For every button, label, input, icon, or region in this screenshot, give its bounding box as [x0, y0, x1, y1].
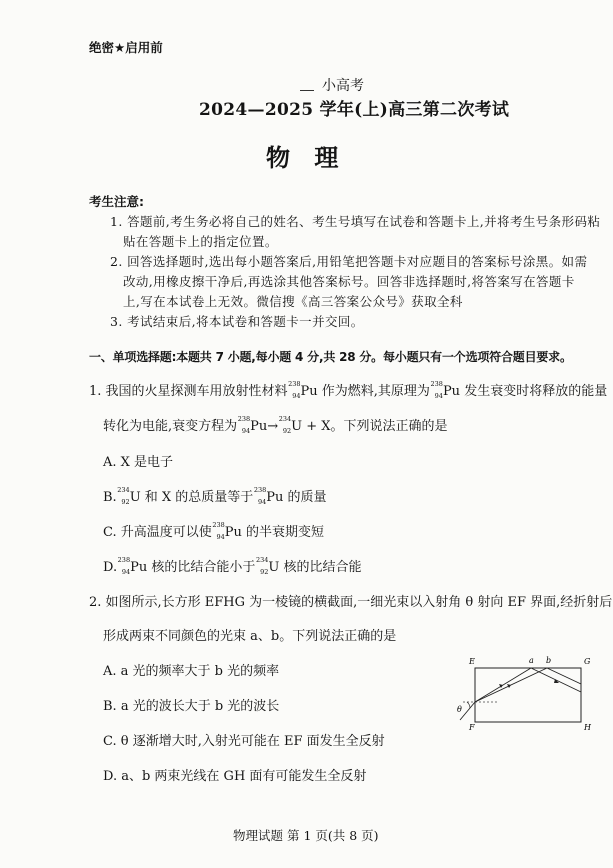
section-heading: 一、单项选择题:本题共 7 小题,每小题 4 分,共 28 分。每小题只有一个选项符合题目要求。 — [89, 350, 572, 364]
label-e: E — [469, 657, 475, 666]
nuclide-u: 234 92 — [255, 556, 269, 576]
nuclide-u: 234 92 — [117, 486, 130, 506]
q2-option-b: B. a 光的波长大于 b 光的波长 — [103, 699, 280, 714]
incident-ray — [460, 702, 475, 720]
nuclide-pu: 238 94 — [212, 521, 225, 541]
publisher-dash — [300, 90, 314, 91]
nuclide-pu: 238 94 — [430, 380, 443, 400]
notice-line: 3. 考试结束后,将本试卷和答题卡一并交回。 — [110, 314, 364, 329]
label-h: H — [584, 723, 591, 732]
q1-text: Pu 发生衰变时将释放的能量 — [442, 384, 608, 399]
nuclide-pu: 238 94 — [253, 486, 267, 506]
q1-line1 — [89, 380, 607, 399]
q1-text: 1. 我国的火星探测车用放射性材料 — [89, 384, 288, 399]
nuclide-u: 234 92 — [278, 415, 292, 435]
secret-label: 绝密★启用前 — [89, 40, 163, 55]
q1-text: 转化为电能,衰变方程为 — [103, 419, 238, 434]
prism-figure — [455, 652, 595, 732]
q2-line2: 形成两束不同颜色的光束 a、b。下列说法正确的是 — [103, 629, 397, 644]
label-theta: θ — [457, 705, 462, 714]
subject-title: 物 理 — [266, 143, 347, 172]
label-a: a — [529, 656, 534, 665]
notice-line: 贴在答题卡上的指定位置。 — [123, 234, 278, 249]
notice-line: 上,写在本试卷上无效。微信搜《高三答案公众号》获取全科 — [123, 294, 463, 309]
angle-arc — [467, 702, 470, 708]
q1-option-c: C. 升高温度可以使 238 94 Pu 的半衰期变短 — [103, 521, 325, 541]
q2-option-a: A. a 光的频率大于 b 光的频率 — [103, 664, 280, 679]
q2-option-d: D. a、b 两束光线在 GH 面有可能发生全反射 — [103, 769, 367, 784]
nuclide-pu: 238 94 — [288, 380, 301, 400]
nuclide-pu: 238 94 — [117, 556, 131, 576]
nuclide-pu: 238 94 — [237, 415, 251, 435]
publisher-label: 小高考 — [322, 78, 364, 94]
ray-b-reflected — [547, 668, 581, 684]
exam-title: 2024—2025 学年(上)高三第二次考试 — [199, 100, 510, 120]
q2-line1: 2. 如图所示,长方形 EFHG 为一棱镜的横截面,一细光束以入射角 θ 射向 EF 界面,经折射后 — [89, 595, 613, 610]
notice-line: 1. 答题前,考生务必将自己的姓名、考生号填写在试卷和答题卡上,并将考生号条形码粘 — [110, 214, 601, 229]
q1-line2 — [103, 415, 448, 434]
label-g: G — [584, 657, 591, 666]
q1-option-b: B. 234 92 U 和 X 的总质量等于 238 94 Pu 的质量 — [103, 486, 327, 506]
page-footer: 物理试题 第 1 页(共 8 页) — [233, 828, 379, 843]
arrow-icon — [507, 684, 511, 688]
q2-option-c: C. θ 逐渐增大时,入射光可能在 EF 面发生全反射 — [103, 734, 385, 749]
notice-line: 2. 回答选择题时,选出每小题答案后,用铅笔把答题卡对应题目的答案标号涂黑。如需 — [110, 254, 588, 269]
q1-option-d: D. 238 94 Pu 核的比结合能小于 234 92 U 核的比结合能 — [103, 556, 362, 576]
label-b: b — [546, 656, 552, 665]
notice-heading: 考生注意: — [89, 194, 144, 209]
q1-text: Pu→ — [250, 419, 279, 434]
q1-text: Pu 作为燃料,其原理为 — [300, 384, 430, 399]
notice-line: 改动,用橡皮擦干净后,再选涂其他答案标号。回答非选择题时,将答案写在答题卡 — [123, 274, 575, 289]
q1-option-a: A. X 是电子 — [103, 455, 174, 470]
label-f: F — [469, 723, 475, 732]
q1-text: U + X。下列说法正确的是 — [291, 419, 448, 434]
